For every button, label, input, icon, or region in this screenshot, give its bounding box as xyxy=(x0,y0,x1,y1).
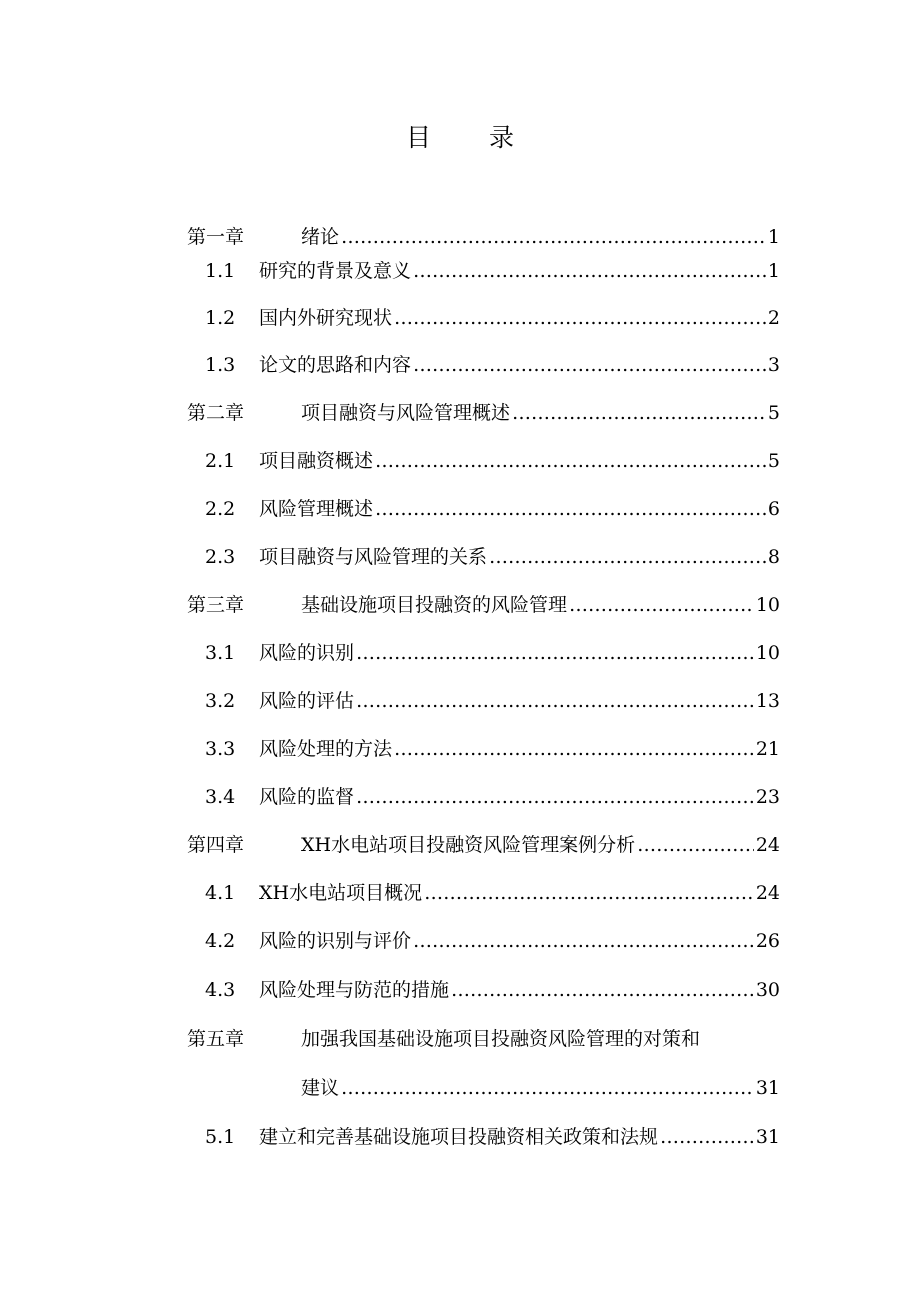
leader-dots xyxy=(569,590,754,620)
leader-dots xyxy=(413,926,754,956)
toc-entry[interactable] xyxy=(187,303,780,333)
leader-dots xyxy=(413,350,766,380)
leader-dots xyxy=(489,542,766,572)
toc-title: 风险的监督 xyxy=(259,786,355,808)
leader-dots xyxy=(394,734,754,764)
toc-entry[interactable] xyxy=(187,590,780,620)
toc-page-number: 2 xyxy=(767,307,780,329)
toc-page-number: 31 xyxy=(755,1077,780,1099)
toc-entry-continuation[interactable] xyxy=(301,1073,780,1103)
toc-title: 风险的评估 xyxy=(259,690,355,712)
leader-dots xyxy=(375,494,766,524)
toc-number: 3.4 xyxy=(205,786,236,808)
toc-title: 风险处理的方法 xyxy=(259,738,393,760)
toc-entry[interactable] xyxy=(187,926,780,956)
toc-page-number: 24 xyxy=(755,882,780,904)
toc-title: 项目融资与风险管理概述 xyxy=(301,402,511,424)
toc-title: XH水电站项目概况 xyxy=(259,882,423,904)
toc-page-number: 6 xyxy=(767,498,780,520)
toc-entry[interactable] xyxy=(187,782,780,812)
toc-number: 第五章 xyxy=(187,1028,245,1050)
toc-number: 3.3 xyxy=(205,738,236,760)
toc-title: 风险处理与防范的措施 xyxy=(259,979,450,1001)
leader-dots xyxy=(341,1073,754,1103)
toc-title: 国内外研究现状 xyxy=(259,307,393,329)
title-char-1: 目 xyxy=(405,123,431,152)
toc-title: 建议 xyxy=(301,1077,340,1099)
toc-page-number: 24 xyxy=(755,834,780,856)
leader-dots xyxy=(424,878,754,908)
leader-dots xyxy=(341,222,766,252)
toc-entry[interactable] xyxy=(187,686,780,716)
toc-title: 研究的背景及意义 xyxy=(259,260,412,282)
toc-page-number: 8 xyxy=(767,546,780,568)
toc-number: 2.1 xyxy=(205,450,236,472)
toc-number: 1.1 xyxy=(205,260,236,282)
toc-title: 论文的思路和内容 xyxy=(259,354,412,376)
toc-entry[interactable] xyxy=(187,256,780,286)
toc-page-number: 1 xyxy=(767,260,780,282)
leader-dots xyxy=(451,975,754,1005)
toc-title: 绪论 xyxy=(301,226,340,248)
toc-entry[interactable] xyxy=(187,975,780,1005)
toc-number: 2.3 xyxy=(205,546,236,568)
leader-dots xyxy=(660,1122,754,1152)
toc-number: 第三章 xyxy=(187,594,245,616)
toc-page-number: 3 xyxy=(767,354,780,376)
toc-title: 加强我国基础设施项目投融资风险管理的对策和 xyxy=(301,1028,701,1050)
leader-dots xyxy=(512,398,766,428)
leader-dots xyxy=(394,303,766,333)
leader-dots xyxy=(356,686,754,716)
toc-title: XH水电站项目投融资风险管理案例分析 xyxy=(301,834,636,856)
toc-number: 3.2 xyxy=(205,690,236,712)
toc-number: 4.3 xyxy=(205,979,236,1001)
toc-page-number: 10 xyxy=(755,594,780,616)
leader-dots xyxy=(356,782,754,812)
toc-number: 2.2 xyxy=(205,498,236,520)
toc-page-number: 1 xyxy=(767,226,780,248)
toc-title: 风险管理概述 xyxy=(259,498,374,520)
page-title xyxy=(0,118,920,154)
leader-dots xyxy=(637,830,754,860)
toc-title: 项目融资与风险管理的关系 xyxy=(259,546,488,568)
toc-number: 4.2 xyxy=(205,930,236,952)
toc-page-number: 21 xyxy=(755,738,780,760)
toc-title: 风险的识别 xyxy=(259,642,355,664)
toc-number: 第一章 xyxy=(187,226,245,248)
toc-title: 项目融资概述 xyxy=(259,450,374,472)
toc-entry[interactable] xyxy=(187,446,780,476)
toc-entry[interactable] xyxy=(187,1024,780,1054)
toc-number: 第四章 xyxy=(187,834,245,856)
toc-page-number: 31 xyxy=(755,1126,780,1148)
toc-page-number: 23 xyxy=(755,786,780,808)
title-char-2: 录 xyxy=(489,123,515,152)
toc-entry[interactable] xyxy=(187,350,780,380)
toc-title: 风险的识别与评价 xyxy=(259,930,412,952)
toc-title: 基础设施项目投融资的风险管理 xyxy=(301,594,568,616)
toc-page-number: 10 xyxy=(755,642,780,664)
toc-page-number: 5 xyxy=(767,450,780,472)
toc-page-number: 26 xyxy=(755,930,780,952)
toc-number: 3.1 xyxy=(205,642,236,664)
toc-page-number: 13 xyxy=(755,690,780,712)
toc-entry[interactable] xyxy=(187,830,780,860)
toc-entry[interactable] xyxy=(187,398,780,428)
leader-dots xyxy=(356,638,754,668)
toc-entry[interactable] xyxy=(187,1122,780,1152)
leader-dots xyxy=(413,256,766,286)
toc-page-number: 30 xyxy=(755,979,780,1001)
toc-entry[interactable] xyxy=(187,494,780,524)
toc-title: 建立和完善基础设施项目投融资相关政策和法规 xyxy=(259,1126,659,1148)
leader-dots xyxy=(375,446,766,476)
toc-number: 1.2 xyxy=(205,307,236,329)
toc-entry[interactable] xyxy=(187,638,780,668)
toc-number: 5.1 xyxy=(205,1126,236,1148)
toc-entry[interactable] xyxy=(187,222,780,252)
toc-number: 4.1 xyxy=(205,882,236,904)
toc-entry[interactable] xyxy=(187,734,780,764)
toc-entry[interactable] xyxy=(187,878,780,908)
toc-page-number: 5 xyxy=(767,402,780,424)
toc-number: 1.3 xyxy=(205,354,236,376)
toc-number: 第二章 xyxy=(187,402,245,424)
toc-entry[interactable] xyxy=(187,542,780,572)
